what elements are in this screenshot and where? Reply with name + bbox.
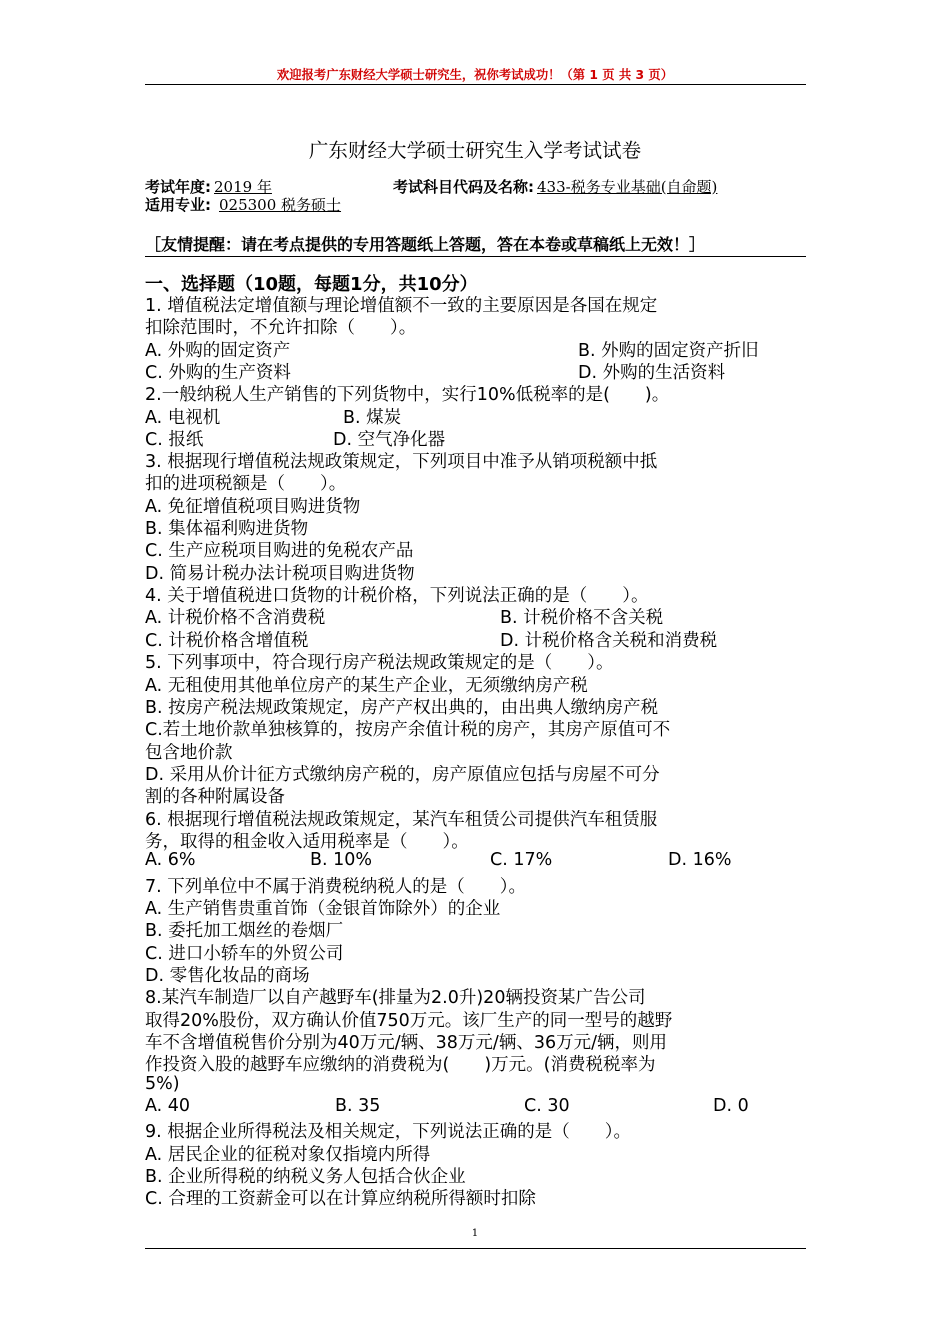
section-title: 一、选择题（10题，每题1分，共10分） xyxy=(145,274,478,295)
exam-subject-label: 考试科目代码及名称: xyxy=(393,178,534,196)
question-2-option-c: C. 报纸 xyxy=(145,430,204,450)
question-8-stem: 8.某汽车制造厂以自产越野车(排量为2.0升)20辆投资某广告公司 xyxy=(145,988,646,1008)
question-3-option-b: B. 集体福利购进货物 xyxy=(145,519,309,539)
question-4-option-a: A. 计税价格不含消费税 xyxy=(145,608,326,628)
exam-subject xyxy=(393,176,717,197)
question-5-option-c-cont: 包含地价款 xyxy=(145,743,233,763)
question-3-stem: 3. 根据现行增值税法规政策规定，下列项目中准予从销项税额中抵 xyxy=(145,452,658,472)
question-2-option-b: B. 煤炭 xyxy=(343,408,402,428)
question-4-option-b: B. 计税价格不含关税 xyxy=(500,608,664,628)
question-1-option-b: B. 外购的固定资产折旧 xyxy=(578,341,759,361)
question-9-option-c: C. 合理的工资薪金可以在计算应纳税所得额时扣除 xyxy=(145,1189,536,1209)
question-1-option-d: D. 外购的生活资料 xyxy=(578,363,726,383)
question-9-stem: 9. 根据企业所得税法及相关规定，下列说法正确的是（ ）。 xyxy=(145,1122,632,1142)
question-5-option-a: A. 无租使用其他单位房产的某生产企业，无须缴纳房产税 xyxy=(145,676,588,696)
question-3-stem-cont: 扣的进项税额是（ ）。 xyxy=(145,474,347,494)
exam-major xyxy=(145,194,341,215)
question-8-option-b: B. 35 xyxy=(335,1096,381,1116)
question-7-option-d: D. 零售化妆品的商场 xyxy=(145,966,310,986)
question-2-option-d: D. 空气净化器 xyxy=(333,430,446,450)
question-7-option-b: B. 委托加工烟丝的卷烟厂 xyxy=(145,921,344,941)
exam-subject-value: 433-税务专业基础(自命题) xyxy=(537,178,718,196)
question-1-option-c: C. 外购的生产资料 xyxy=(145,363,291,383)
question-8-stem-line4: 作投资入股的越野车应缴纳的消费税为( )万元。(消费税税率为 xyxy=(145,1055,656,1075)
question-4-stem: 4. 关于增值税进口货物的计税价格，下列说法正确的是（ ）。 xyxy=(145,586,649,606)
question-3-option-c: C. 生产应税项目购进的免税农产品 xyxy=(145,541,414,561)
question-8-option-c: C. 30 xyxy=(524,1096,570,1116)
question-7-option-c: C. 进口小轿车的外贸公司 xyxy=(145,944,344,964)
exam-reminder: ［友情提醒：请在考点提供的专用答题纸上答题，答在本卷或草稿纸上无效！］ xyxy=(145,235,706,254)
question-6-option-d: D. 16% xyxy=(668,850,732,870)
question-1-option-a: A. 外购的固定资产 xyxy=(145,341,291,361)
question-8-option-d: D. 0 xyxy=(713,1096,749,1116)
question-6-stem: 6. 根据现行增值税法规政策规定，某汽车租赁公司提供汽车租赁服 xyxy=(145,810,658,830)
question-9-option-b: B. 企业所得税的纳税义务人包括合伙企业 xyxy=(145,1167,466,1187)
question-7-stem: 7. 下列单位中不属于消费税纳税人的是（ ）。 xyxy=(145,877,527,897)
exam-year-value: 2019 年 xyxy=(214,178,272,196)
exam-major-value: 025300 税务硕士 xyxy=(219,196,342,214)
question-8-stem-line5: 5%) xyxy=(145,1074,180,1094)
question-5-stem: 5. 下列事项中，符合现行房产税法规政策规定的是（ ）。 xyxy=(145,653,614,673)
question-3-option-d: D. 简易计税办法计税项目购进货物 xyxy=(145,564,415,584)
question-6-option-c: C. 17% xyxy=(490,850,553,870)
question-4-option-d: D. 计税价格含关税和消费税 xyxy=(500,631,718,651)
question-5-option-d: D. 采用从价计征方式缴纳房产税的，房产原值应包括与房屋不可分 xyxy=(145,765,660,785)
question-7-option-a: A. 生产销售贵重首饰（金银首饰除外）的企业 xyxy=(145,899,501,919)
page-number: 1 xyxy=(471,1228,479,1239)
question-4-option-c: C. 计税价格含增值税 xyxy=(145,631,309,651)
question-8-option-a: A. 40 xyxy=(145,1096,191,1116)
question-2-option-a: A. 电视机 xyxy=(145,408,221,428)
question-5-option-d-cont: 割的各种附属设备 xyxy=(145,787,285,807)
question-6-option-a: A. 6% xyxy=(145,850,196,870)
question-9-option-a: A. 居民企业的征税对象仅指境内所得 xyxy=(145,1145,431,1165)
question-1-stem: 1. 增值税法定增值额与理论增值额不一致的主要原因是各国在规定 xyxy=(145,296,658,316)
exam-header-banner: 欢迎报考广东财经大学硕士研究生，祝你考试成功！（第 1 页 共 3 页） xyxy=(276,68,674,82)
header-rule xyxy=(145,84,806,85)
question-5-option-c: C.若土地价款单独核算的，按房产余值计税的房产，其房产原值可不 xyxy=(145,720,671,740)
question-5-option-b: B. 按房产税法规政策规定，房产产权出典的，由出典人缴纳房产税 xyxy=(145,698,659,718)
exam-year-label: 考试年度: xyxy=(145,178,211,196)
question-2-stem: 2.一般纳税人生产销售的下列货物中，实行10%低税率的是( )。 xyxy=(145,385,670,405)
question-6-stem-cont: 务，取得的租金收入适用税率是（ ）。 xyxy=(145,832,469,852)
question-8-stem-line2: 取得20%股份，双方确认价值750万元。该厂生产的同一型号的越野 xyxy=(145,1011,673,1031)
question-8-stem-line3: 车不含增值税售价分别为40万元/辆、38万元/辆、36万元/辆，则用 xyxy=(145,1033,667,1053)
footer-rule xyxy=(145,1248,806,1249)
question-1-stem-cont: 扣除范围时，不允许扣除（ ）。 xyxy=(145,318,417,338)
question-6-option-b: B. 10% xyxy=(310,850,373,870)
exam-major-label: 适用专业: xyxy=(145,196,211,214)
reminder-rule xyxy=(145,256,806,257)
question-3-option-a: A. 免征增值税项目购进货物 xyxy=(145,497,361,517)
exam-title: 广东财经大学硕士研究生入学考试试卷 xyxy=(308,139,642,162)
